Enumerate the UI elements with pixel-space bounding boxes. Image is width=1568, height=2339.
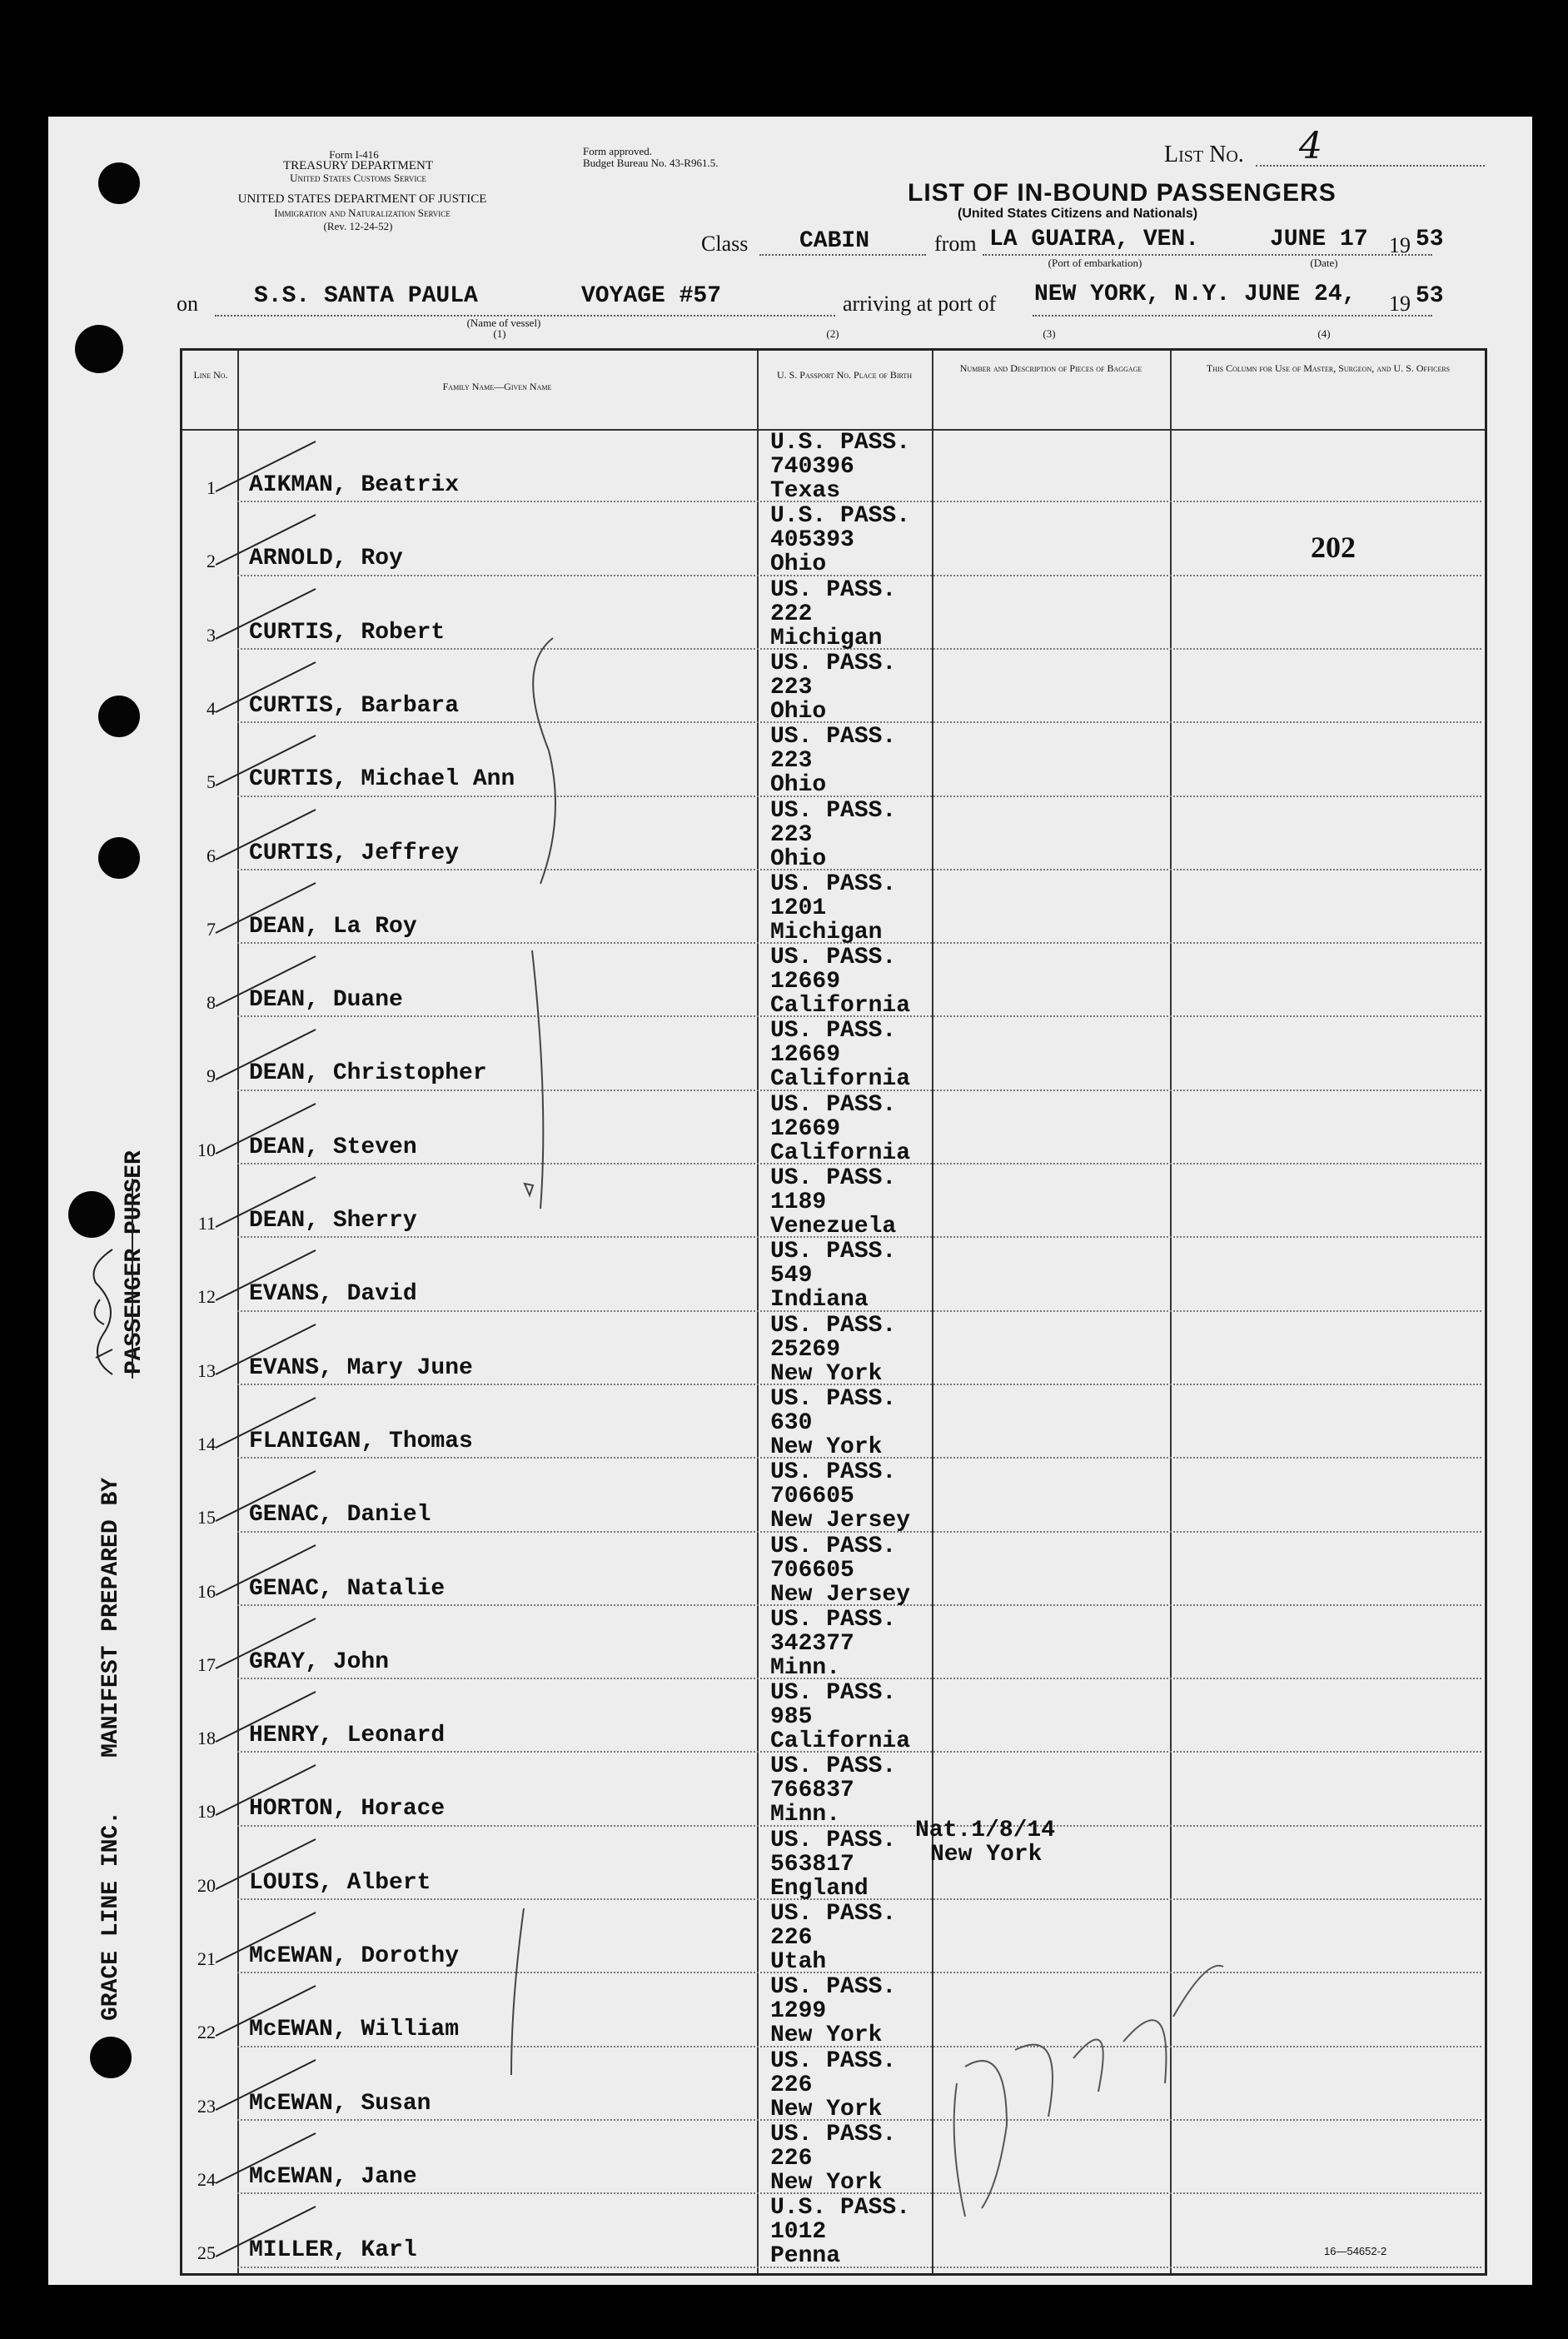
- year-value: 53: [1416, 227, 1444, 252]
- header-name: Family Name—Given Name: [442, 381, 552, 392]
- passenger-name: MILLER, Karl: [249, 2237, 417, 2264]
- place-of-birth: New York: [770, 1434, 883, 1460]
- passport-number: 405393: [770, 527, 854, 554]
- passport-number: 1201: [770, 895, 827, 921]
- passenger-name: DEAN, Duane: [249, 987, 403, 1014]
- passport-number: 12669: [770, 1042, 841, 1069]
- from-label: from: [934, 232, 977, 256]
- place-of-birth: Penna: [770, 2243, 841, 2270]
- header-baggage: Number and Description of Pieces of Baggage: [959, 362, 1142, 374]
- passport-label: U.S. PASS.: [770, 430, 911, 456]
- line-number: 4: [207, 697, 216, 719]
- year-prefix: 19: [1389, 233, 1411, 257]
- passenger-name: McEWAN, William: [249, 2017, 460, 2043]
- dept-customs: United States Customs Service: [290, 172, 426, 184]
- arriving-label: arriving at port of: [843, 292, 997, 316]
- passport-number: 563817: [770, 1851, 854, 1878]
- passport-label: US. PASS.: [770, 576, 897, 603]
- place-of-birth: Michigan: [770, 625, 883, 651]
- embarkation-date: JUNE 17: [1270, 227, 1368, 252]
- passenger-name: DEAN, Christopher: [249, 1060, 487, 1087]
- header-passport: U. S. Passport No. Place of Birth: [776, 369, 913, 381]
- passenger-name: GENAC, Daniel: [249, 1502, 431, 1529]
- punch-hole: [98, 696, 140, 737]
- row-20-naturalization-place: New York: [930, 1842, 1043, 1868]
- passenger-name: CURTIS, Michael Ann: [249, 766, 515, 793]
- passenger-name: CURTIS, Jeffrey: [249, 840, 460, 866]
- passport-label: US. PASS.: [770, 945, 897, 971]
- place-of-birth: Minn.: [770, 1802, 841, 1828]
- passport-label: US. PASS.: [770, 724, 897, 751]
- passenger-name: EVANS, Mary June: [249, 1354, 473, 1381]
- line-number: 8: [207, 992, 216, 1014]
- page-subtitle: (United States Citizens and Nationals): [958, 207, 1198, 221]
- row-20-naturalization: Nat.1/8/14: [915, 1818, 1056, 1843]
- passenger-table: [180, 348, 1487, 2276]
- line-number: 22: [197, 2022, 216, 2043]
- passport-label: US. PASS.: [770, 1165, 897, 1191]
- arrival-year-value: 53: [1416, 283, 1444, 309]
- place-of-birth: California: [770, 1728, 911, 1755]
- passport-number: 740396: [770, 454, 854, 480]
- place-of-birth: Ohio: [770, 698, 827, 725]
- passport-label: US. PASS.: [770, 1018, 897, 1045]
- print-code: 16—54652-2: [1324, 2245, 1387, 2257]
- caption-2: (2): [826, 327, 839, 340]
- line-number: 7: [207, 918, 216, 940]
- caption-1: (1): [493, 327, 506, 340]
- passport-label: US. PASS.: [770, 1312, 897, 1339]
- passport-label: US. PASS.: [770, 1385, 897, 1412]
- page-title: LIST OF IN-BOUND PASSENGERS: [908, 179, 1337, 207]
- line-number: 6: [207, 845, 216, 866]
- line-number: 23: [197, 2095, 216, 2117]
- punch-hole: [75, 325, 123, 373]
- on-label: on: [177, 292, 198, 316]
- line-number: 16: [197, 1580, 216, 1602]
- place-of-birth: California: [770, 1066, 911, 1093]
- punch-hole: [98, 837, 140, 879]
- list-no-label: List No.: [1164, 142, 1244, 167]
- passenger-name: ARNOLD, Roy: [249, 546, 403, 572]
- dept-justice: UNITED STATES DEPARTMENT OF JUSTICE: [237, 192, 487, 206]
- passenger-name: EVANS, David: [249, 1281, 417, 1308]
- line-number: 10: [197, 1139, 216, 1160]
- place-of-birth: Michigan: [770, 919, 883, 945]
- place-of-birth: New Jersey: [770, 1581, 911, 1608]
- place-of-birth: California: [770, 1140, 911, 1166]
- line-number: 18: [197, 1728, 216, 1749]
- place-of-birth: Utah: [770, 1949, 827, 1975]
- line-number: 2: [207, 551, 216, 572]
- passport-number: 342377: [770, 1630, 854, 1657]
- line-number: 3: [207, 624, 216, 646]
- purser-role: PASSENGER PURSER: [122, 1150, 147, 1374]
- line-number: 14: [197, 1433, 216, 1454]
- passenger-name: GRAY, John: [249, 1648, 390, 1675]
- place-of-birth: California: [770, 993, 911, 1020]
- passport-number: 985: [770, 1704, 813, 1731]
- line-number: 19: [197, 1801, 216, 1823]
- passport-number: 223: [770, 674, 813, 701]
- arrival-port-date: NEW YORK, N.Y. JUNE 24,: [1034, 282, 1356, 307]
- passport-number: 1189: [770, 1189, 827, 1215]
- passenger-name: McEWAN, Dorothy: [249, 1943, 460, 1969]
- punch-hole: [90, 2037, 132, 2078]
- passport-number: 1012: [770, 2219, 827, 2246]
- list-no-dots: [1256, 165, 1485, 167]
- passport-number: 226: [770, 2145, 813, 2172]
- line-number: 9: [207, 1065, 216, 1087]
- passport-number: 222: [770, 601, 813, 627]
- passport-label: US. PASS.: [770, 1091, 897, 1118]
- passenger-name: McEWAN, Susan: [249, 2090, 431, 2117]
- passport-number: 630: [770, 1409, 813, 1436]
- class-dots: [759, 254, 926, 256]
- place-of-birth: New York: [770, 2096, 883, 2122]
- line-number: 13: [197, 1359, 216, 1381]
- vessel-name: S.S. SANTA PAULA: [254, 283, 478, 309]
- line-number: 12: [197, 1286, 216, 1308]
- class-label: Class: [701, 232, 749, 256]
- place-of-birth: Ohio: [770, 551, 827, 578]
- place-of-birth: Minn.: [770, 1654, 841, 1681]
- passport-label: U.S. PASS.: [770, 503, 911, 530]
- passport-label: US. PASS.: [770, 1606, 897, 1633]
- place-of-birth: New York: [770, 2169, 883, 2196]
- line-number: 15: [197, 1507, 216, 1529]
- company-name: GRACE LINE INC.: [98, 1810, 124, 2021]
- passenger-name: DEAN, Steven: [249, 1134, 417, 1160]
- class-value: CABIN: [799, 228, 870, 254]
- caption-3: (3): [1043, 327, 1056, 340]
- line-number: 5: [207, 771, 216, 793]
- date-caption: (Date): [1310, 257, 1338, 269]
- line-number: 20: [197, 1874, 216, 1896]
- form-revision: (Rev. 12-24-52): [323, 220, 393, 232]
- passenger-name: McEWAN, Jane: [249, 2163, 417, 2190]
- dept-immigration: Immigration and Naturalization Service: [274, 207, 450, 219]
- passport-label: US. PASS.: [770, 1827, 897, 1853]
- passenger-name: GENAC, Natalie: [249, 1575, 446, 1602]
- place-of-birth: New Jersey: [770, 1508, 911, 1534]
- passport-number: 12669: [770, 1115, 841, 1142]
- officer-stamp: 202: [1311, 531, 1356, 564]
- line-number: 11: [197, 1213, 216, 1234]
- passport-label: US. PASS.: [770, 1239, 897, 1265]
- place-of-birth: New York: [770, 1360, 883, 1387]
- arrival-year-prefix: 19: [1389, 292, 1411, 316]
- passenger-name: FLANIGAN, Thomas: [249, 1428, 473, 1454]
- passport-number: 25269: [770, 1336, 841, 1363]
- passport-number: 12669: [770, 969, 841, 995]
- header-officers: This Column for Use of Master, Surgeon, and U. S. Officers: [1206, 362, 1451, 374]
- passport-number: 223: [770, 748, 813, 775]
- header-line-no: Line No.: [193, 369, 228, 381]
- punch-hole: [68, 1191, 115, 1238]
- punch-hole: [98, 162, 140, 204]
- signature-line: [132, 1179, 133, 1379]
- passenger-name: HORTON, Horace: [249, 1796, 446, 1823]
- place-of-birth: New York: [770, 2022, 883, 2049]
- form-number: Form I-416: [329, 148, 379, 161]
- purser-signature: [79, 1233, 129, 1383]
- passport-label: US. PASS.: [770, 870, 897, 897]
- passenger-name: DEAN, Sherry: [249, 1208, 417, 1234]
- passenger-name: AIKMAN, Beatrix: [249, 472, 460, 498]
- passenger-name: HENRY, Leonard: [249, 1723, 446, 1749]
- line-number: 21: [197, 1948, 216, 1969]
- passenger-name: LOUIS, Albert: [249, 1869, 431, 1896]
- place-of-birth: Ohio: [770, 845, 827, 872]
- passenger-name: DEAN, La Roy: [249, 913, 417, 940]
- passport-number: 706605: [770, 1484, 854, 1510]
- place-of-birth: Indiana: [770, 1287, 869, 1314]
- passport-label: US. PASS.: [770, 1459, 897, 1486]
- from-dots: [983, 254, 1432, 256]
- passenger-name: CURTIS, Robert: [249, 619, 446, 646]
- passport-number: 226: [770, 1925, 813, 1951]
- arrival-dots: [1033, 315, 1432, 317]
- passport-label: US. PASS.: [770, 1753, 897, 1780]
- passport-number: 226: [770, 2072, 813, 2098]
- embarkation-port: LA GUAIRA, VEN.: [989, 227, 1200, 252]
- caption-4: (4): [1317, 327, 1331, 340]
- handwritten-marks: [182, 351, 1485, 2273]
- place-of-birth: Ohio: [770, 772, 827, 799]
- passport-label: US. PASS.: [770, 2047, 897, 2074]
- passport-number: 1299: [770, 1998, 827, 2025]
- passport-label: US. PASS.: [770, 1974, 897, 2001]
- vessel-caption: (Name of vessel): [466, 317, 541, 329]
- passport-label: US. PASS.: [770, 650, 897, 676]
- passport-label: US. PASS.: [770, 1680, 897, 1707]
- list-no-value: 4: [1299, 125, 1322, 167]
- passport-number: 766837: [770, 1778, 854, 1804]
- passport-label: US. PASS.: [770, 797, 897, 824]
- passport-label: US. PASS.: [770, 1901, 897, 1927]
- place-of-birth: Venezuela: [770, 1214, 897, 1239]
- port-caption: (Port of embarkation): [1048, 257, 1142, 269]
- dept-treasury: TREASURY DEPARTMENT: [282, 159, 434, 172]
- passport-number: 549: [770, 1263, 813, 1289]
- passport-label: U.S. PASS.: [770, 2195, 911, 2222]
- place-of-birth: England: [770, 1875, 869, 1902]
- line-number: 24: [197, 2168, 216, 2190]
- passport-number: 706605: [770, 1557, 854, 1583]
- passport-label: US. PASS.: [770, 2121, 897, 2147]
- voyage-number: VOYAGE #57: [581, 283, 722, 309]
- line-number: 17: [197, 1653, 216, 1675]
- budget-bureau: Budget Bureau No. 43-R961.5.: [583, 157, 719, 169]
- passport-number: 223: [770, 821, 813, 848]
- place-of-birth: Texas: [770, 478, 841, 504]
- form-approved: Form approved.: [583, 145, 653, 157]
- line-number: 25: [197, 2242, 216, 2264]
- line-number: 1: [207, 477, 216, 498]
- passport-label: US. PASS.: [770, 1533, 897, 1559]
- prepared-by-label: MANIFEST PREPARED BY: [98, 1477, 124, 1758]
- passenger-name: CURTIS, Barbara: [249, 692, 460, 719]
